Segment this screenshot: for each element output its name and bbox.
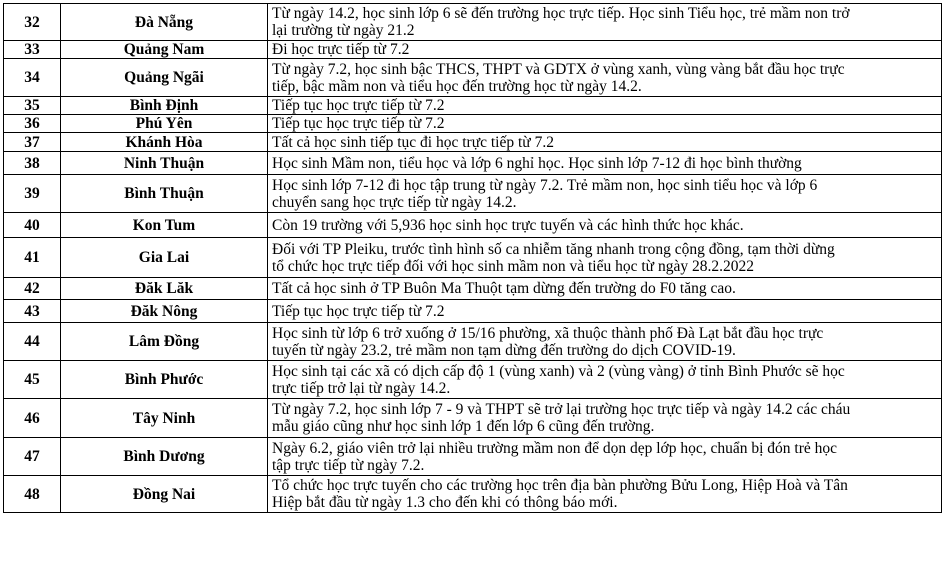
row-number: 40 <box>4 213 61 238</box>
school-status-description <box>268 213 942 238</box>
schedule-table <box>3 3 942 513</box>
description-line: Tất cả học sinh ở TP Buôn Ma Thuột tạm dừng đến trường do F0 tăng cao. <box>272 280 736 297</box>
province-name: Bình Dương <box>61 438 268 476</box>
school-status-description <box>268 399 942 438</box>
row-number: 44 <box>4 323 61 361</box>
table-row <box>4 438 942 476</box>
row-number: 43 <box>4 300 61 323</box>
province-name: Khánh Hòa <box>61 133 268 152</box>
school-status-description <box>268 278 942 300</box>
province-name: Đăk Lăk <box>61 278 268 300</box>
table-row <box>4 238 942 278</box>
school-status-description <box>268 323 942 361</box>
table-row <box>4 59 942 97</box>
description-line: Từ ngày 7.2, học sinh bậc THCS, THPT và GDTX ở vùng xanh, vùng vàng bắt đầu học trực <box>272 60 845 78</box>
school-status-description <box>268 361 942 399</box>
row-number: 42 <box>4 278 61 300</box>
row-number: 46 <box>4 399 61 438</box>
table-row <box>4 175 942 213</box>
description-line: Học sinh Mầm non, tiểu học và lớp 6 nghỉ học. Học sinh lớp 7-12 đi học bình thường <box>272 154 802 172</box>
province-name: Phú Yên <box>61 115 268 133</box>
description-line: Học sinh lớp 7-12 đi học tập trung từ ngày 7.2. Trẻ mầm non, học sinh tiểu học và lớp 6 <box>272 176 818 194</box>
school-status-description <box>268 238 942 278</box>
description-line: Ngày 6.2, giáo viên trở lại nhiều trường mầm non để dọn dẹp lớp học, chuẩn bị đón trẻ học <box>272 439 838 457</box>
school-status-description <box>268 152 942 175</box>
row-number: 34 <box>4 59 61 97</box>
description-line: Đi học trực tiếp từ 7.2 <box>272 41 410 58</box>
row-number: 35 <box>4 97 61 115</box>
table-body <box>4 4 942 513</box>
description-line: mẫu giáo cũng như học sinh lớp 1 đến lớp 6 cũng đến trường. <box>272 418 655 435</box>
row-number: 39 <box>4 175 61 213</box>
school-status-description <box>268 133 942 152</box>
table-row <box>4 323 942 361</box>
table-row <box>4 361 942 399</box>
description-line: Học sinh tại các xã có dịch cấp độ 1 (vùng xanh) và 2 (vùng vàng) ở tỉnh Bình Phước sẽ học <box>272 362 845 380</box>
row-number: 36 <box>4 115 61 133</box>
province-name: Bình Thuận <box>61 175 268 213</box>
description-line: Hiệp bắt đầu từ ngày 1.3 cho đến khi có thông báo mới. <box>272 494 618 511</box>
table-row <box>4 152 942 175</box>
province-name: Kon Tum <box>61 213 268 238</box>
row-number: 37 <box>4 133 61 152</box>
table-row <box>4 213 942 238</box>
description-line: tập trực tiếp từ ngày 7.2. <box>272 456 425 474</box>
table-row <box>4 399 942 438</box>
row-number: 33 <box>4 41 61 59</box>
province-name: Quảng Nam <box>61 41 268 59</box>
table-row <box>4 278 942 300</box>
province-name: Tây Ninh <box>61 399 268 438</box>
row-number: 45 <box>4 361 61 399</box>
description-line: Từ ngày 7.2, học sinh lớp 7 - 9 và THPT sẽ trở lại trường học trực tiếp và ngày 14.2 các cháu <box>272 401 851 418</box>
school-status-description <box>268 59 942 97</box>
description-line: Đối với TP Pleiku, trước tình hình số ca nhiễm tăng nhanh trong cộng đồng, tạm thời dừng <box>272 240 835 258</box>
description-line: tổ chức học trực tiếp đối với học sinh mầm non và tiểu học từ ngày 28.2.2022 <box>272 257 754 275</box>
description-line: Còn 19 trường với 5,936 học sinh học trực tuyến và các hình thức học khác. <box>272 216 744 234</box>
province-name: Ninh Thuận <box>61 152 268 175</box>
school-status-description <box>268 438 942 476</box>
row-number: 38 <box>4 152 61 175</box>
table-row <box>4 4 942 41</box>
description-line: Tiếp tục học trực tiếp từ 7.2 <box>272 97 445 114</box>
row-number: 47 <box>4 438 61 476</box>
description-line: chuyển sang học trực tiếp từ ngày 14.2. <box>272 193 517 211</box>
school-status-description <box>268 97 942 115</box>
description-line: tuyến từ ngày 23.2, trẻ mầm non tạm dừng đến trường do dịch COVID-19. <box>272 341 736 359</box>
province-name: Bình Phước <box>61 361 268 399</box>
table-row <box>4 476 942 513</box>
description-line: Tổ chức học trực tuyến cho các trường học trên địa bàn phường Bửu Long, Hiệp Hoà và Tân <box>272 477 848 494</box>
table-row <box>4 41 942 59</box>
province-name: Lâm Đồng <box>61 323 268 361</box>
description-line: trực tiếp trở lại từ ngày 14.2. <box>272 379 451 397</box>
school-status-description <box>268 175 942 213</box>
row-number: 32 <box>4 4 61 41</box>
school-status-description <box>268 300 942 323</box>
province-name: Đăk Nông <box>61 300 268 323</box>
description-line: Tất cả học sinh tiếp tục đi học trực tiếp từ 7.2 <box>272 133 554 151</box>
description-line: Học sinh từ lớp 6 trở xuống ở 15/16 phường, xã thuộc thành phố Đà Lạt bắt đầu học trực <box>272 324 824 342</box>
table-row <box>4 300 942 323</box>
description-line: Tiếp tục học trực tiếp từ 7.2 <box>272 115 445 132</box>
row-number: 41 <box>4 238 61 278</box>
description-line: Từ ngày 14.2, học sinh lớp 6 sẽ đến trường học trực tiếp. Học sinh Tiểu học, trẻ mầm non trở <box>272 5 850 22</box>
school-status-description <box>268 115 942 133</box>
table-row <box>4 97 942 115</box>
province-name: Gia Lai <box>61 238 268 278</box>
description-line: Tiếp tục học trực tiếp từ 7.2 <box>272 302 445 320</box>
table-row <box>4 133 942 152</box>
row-number: 48 <box>4 476 61 513</box>
table-row <box>4 115 942 133</box>
school-status-description <box>268 41 942 59</box>
province-name: Bình Định <box>61 97 268 115</box>
school-status-description <box>268 476 942 513</box>
province-name: Quảng Ngãi <box>61 59 268 97</box>
description-line: lại trường từ ngày 21.2 <box>272 22 415 39</box>
province-name: Đà Nẵng <box>61 4 268 41</box>
province-name: Đồng Nai <box>61 476 268 513</box>
school-status-description <box>268 4 942 41</box>
description-line: tiếp, bậc mầm non và tiểu học đến trường học từ ngày 14.2. <box>272 77 642 95</box>
